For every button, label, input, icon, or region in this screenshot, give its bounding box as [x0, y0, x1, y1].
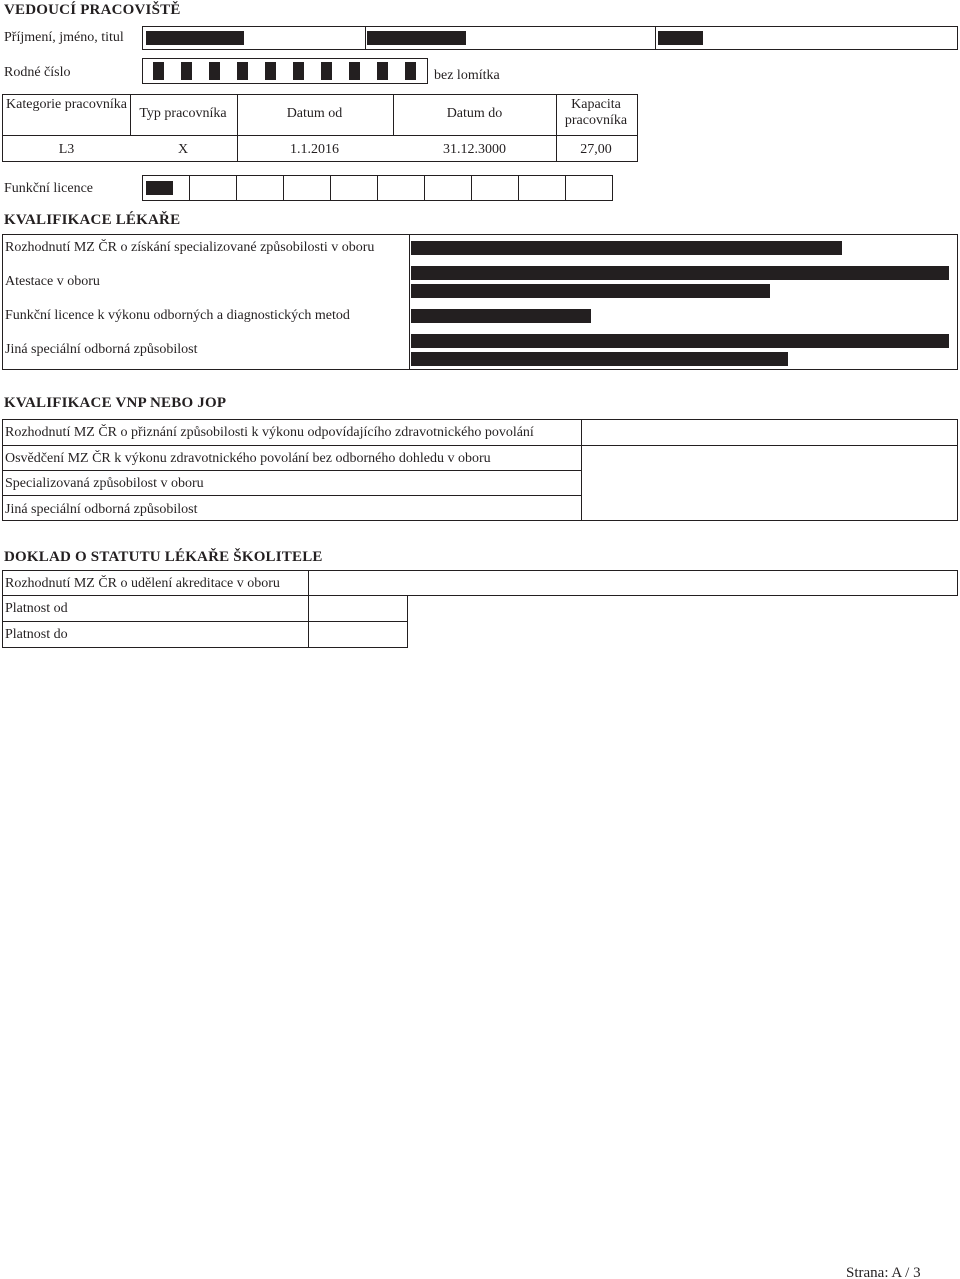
licence-label: Funkční licence: [4, 181, 94, 196]
kl-row-label: Rozhodnutí MZ ČR o získání specializované způsobilosti v oboru: [5, 240, 375, 255]
licence-cell[interactable]: [471, 175, 519, 201]
redacted-firstname: [367, 31, 466, 45]
doklad-row-label: Platnost do: [5, 627, 68, 642]
redacted-digit: [153, 62, 164, 80]
redacted-jina: [411, 334, 949, 348]
section-title-kvalifikace-lekare: KVALIFIKACE LÉKAŘE: [4, 212, 181, 228]
redacted-digit: [237, 62, 248, 80]
redacted-digit: [181, 62, 192, 80]
redacted-jina: [411, 352, 788, 366]
redacted-digit: [265, 62, 276, 80]
vnp-row-label: Jiná speciální odborná způsobilost: [5, 502, 198, 517]
cell-kapacita: 27,00: [580, 142, 612, 157]
licence-cell[interactable]: [236, 175, 284, 201]
birth-label: Rodné číslo: [4, 65, 71, 80]
col-header-datum-do: Datum do: [446, 106, 503, 121]
vnp-row-label: Rozhodnutí MZ ČR o přiznání způsobilosti k výkonu odpovídajícího zdravotnického povolání: [5, 425, 534, 440]
col-header-kategorie: Kategorie pracovníka: [6, 97, 127, 112]
redacted-licence: [146, 181, 173, 195]
redacted-digit: [349, 62, 360, 80]
redacted-licence-metod: [411, 309, 591, 323]
section-title-kvalifikace-vnp: KVALIFIKACE VNP NEBO JOP: [4, 395, 227, 411]
redacted-digit: [209, 62, 220, 80]
cell-datum-od: 1.1.2016: [290, 142, 339, 157]
name-label: Příjmení, jméno, titul: [4, 30, 124, 45]
licence-cell[interactable]: [377, 175, 425, 201]
licence-cell[interactable]: [330, 175, 378, 201]
redacted-atestace: [411, 266, 949, 280]
col-header-kapacita: Kapacita pracovníka: [564, 97, 628, 128]
section-title-vedouci: VEDOUCÍ PRACOVIŠTĚ: [4, 2, 181, 18]
page-number: Strana: A / 3: [846, 1265, 921, 1279]
birth-note: bez lomítka: [434, 68, 500, 83]
licence-cell[interactable]: [424, 175, 472, 201]
licence-cell[interactable]: [142, 175, 190, 201]
redacted-digit: [405, 62, 416, 80]
cell-typ: X: [177, 142, 189, 157]
cell-kategorie: L3: [58, 142, 75, 157]
vnp-row-label: Specializovaná způsobilost v oboru: [5, 476, 204, 491]
licence-cell[interactable]: [565, 175, 613, 201]
redacted-atestace: [411, 284, 770, 298]
cell-datum-do: 31.12.3000: [443, 142, 506, 157]
redacted-digit: [293, 62, 304, 80]
col-header-datum-od: Datum od: [286, 106, 343, 121]
redacted-digit: [377, 62, 388, 80]
vnp-row-label: Osvědčení MZ ČR k výkonu zdravotnického povolání bez odborného dohledu v oboru: [5, 451, 491, 466]
licence-cell[interactable]: [189, 175, 237, 201]
kl-row-label: Atestace v oboru: [5, 274, 100, 289]
kl-row-label: Funkční licence k výkonu odborných a diagnostických metod: [5, 308, 350, 323]
doklad-row-label: Platnost od: [5, 601, 68, 616]
redacted-title: [658, 31, 703, 45]
licence-cell[interactable]: [283, 175, 331, 201]
kl-row-label: Jiná speciální odborná způsobilost: [5, 342, 198, 357]
licence-cell[interactable]: [518, 175, 566, 201]
section-title-doklad: DOKLAD O STATUTU LÉKAŘE ŠKOLITELE: [4, 549, 323, 565]
doklad-row-label: Rozhodnutí MZ ČR o udělení akreditace v oboru: [5, 576, 280, 591]
redacted-obor: [411, 241, 842, 255]
name-field[interactable]: [142, 26, 958, 50]
redacted-digit: [321, 62, 332, 80]
col-header-typ: Typ pracovníka: [139, 106, 227, 121]
redacted-surname: [146, 31, 244, 45]
